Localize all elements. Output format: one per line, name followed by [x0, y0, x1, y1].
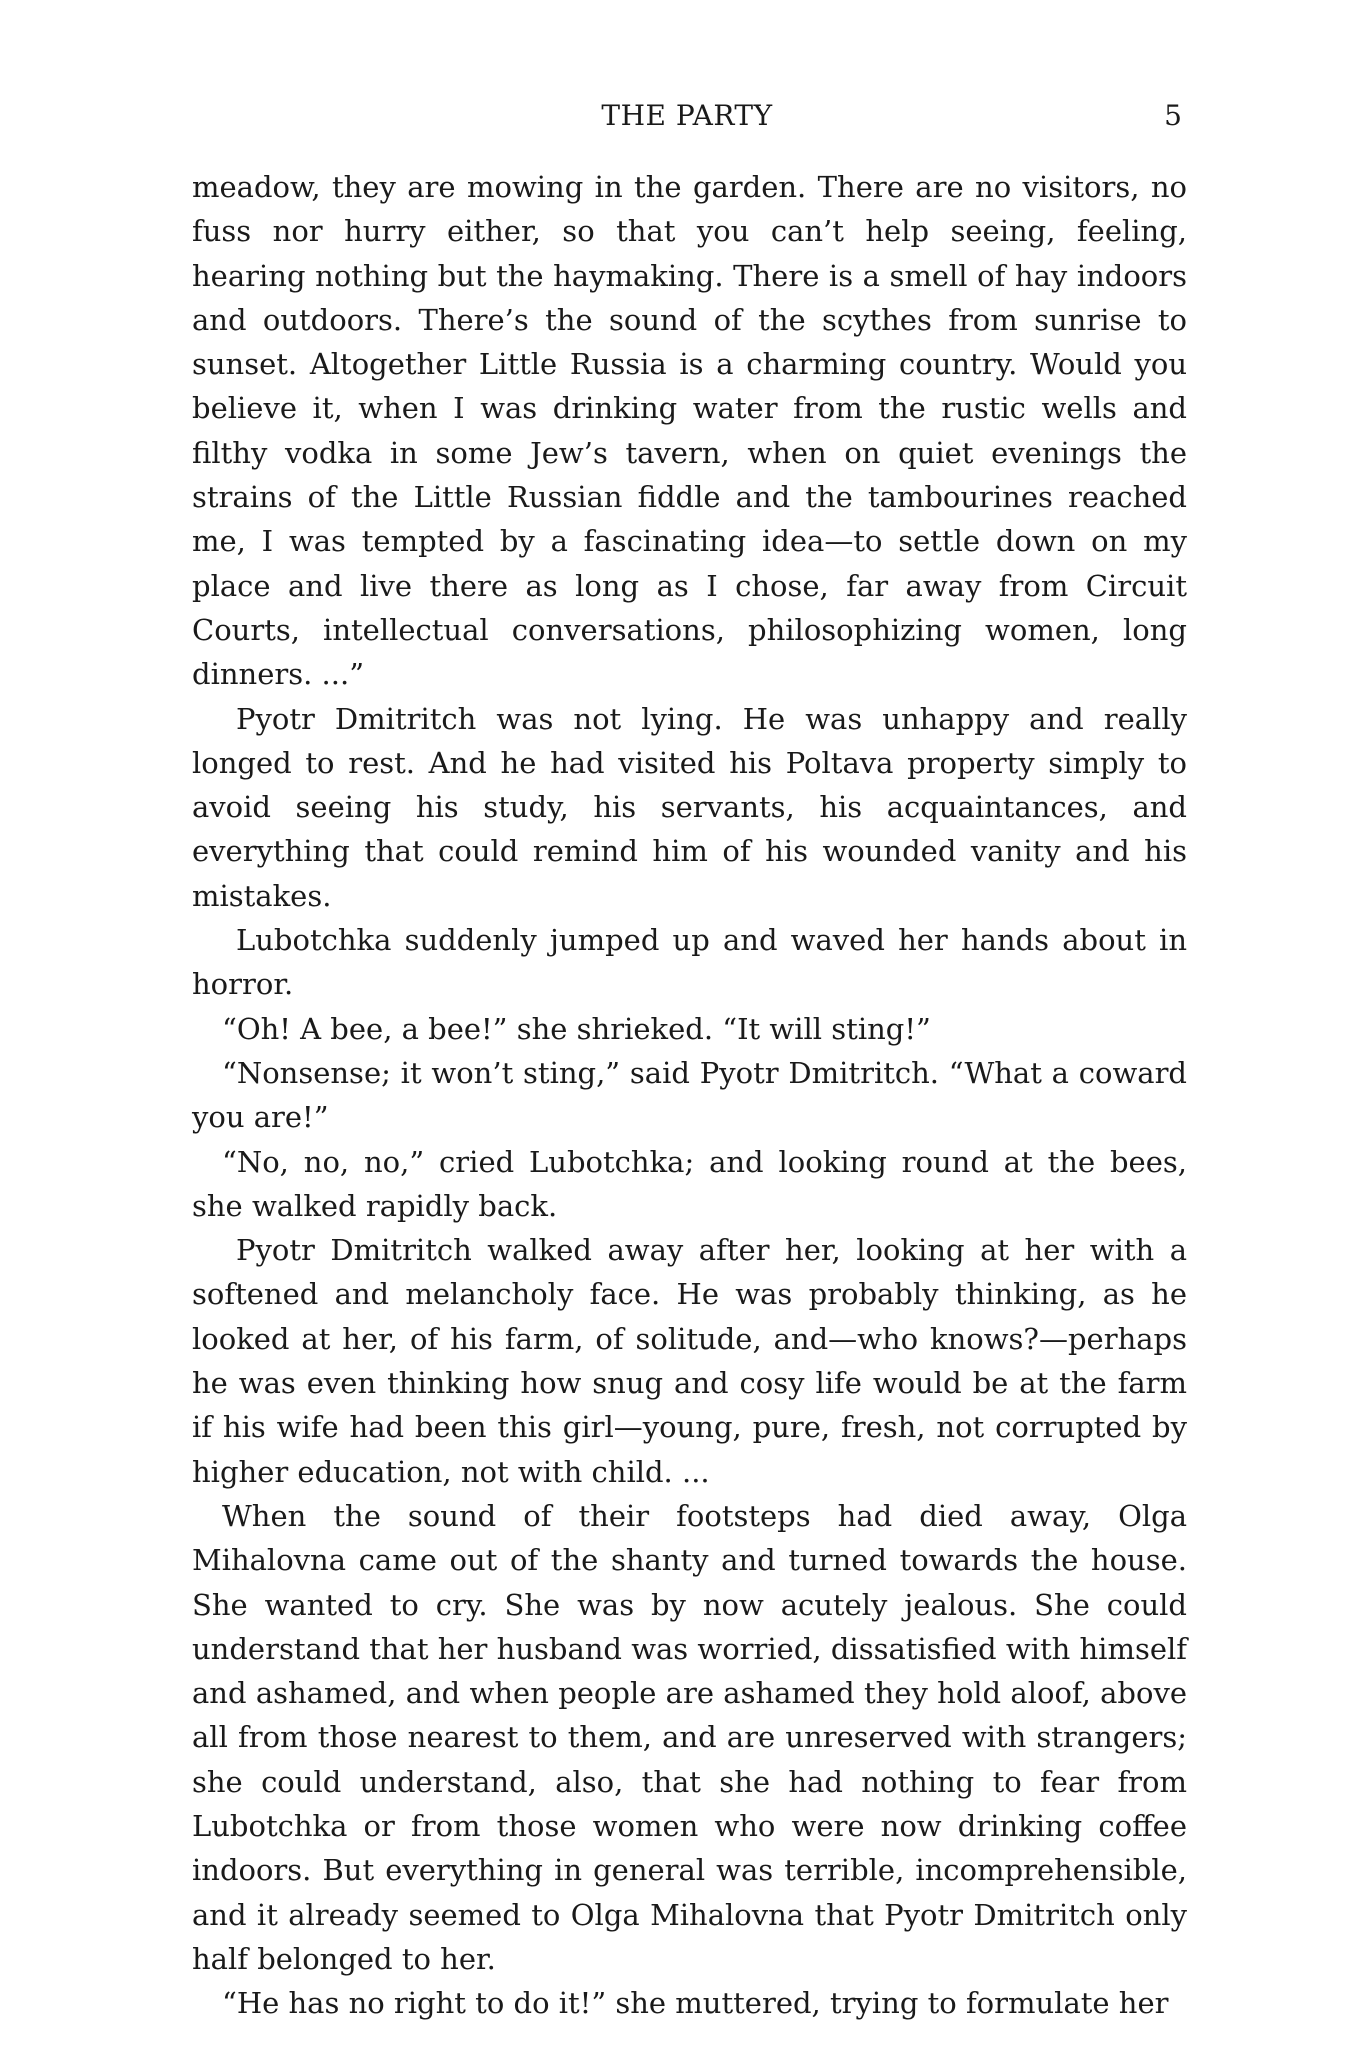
paragraph: “Oh! A bee, a bee!” she shrieked. “It will sting!”: [222, 1011, 931, 1046]
page-number: 5: [1164, 99, 1182, 132]
paragraph: meadow, they are mowing in the garden. There are no visitors, no fuss nor hurry either, so that you can’t help seeing, feeling, hearing nothing but the haymaking. There is a smell of hay indoors and outdoors. There’s the sound of the scythes from sunrise to sunset. Altogether Little Russia is a charming country. Would you believe it, when I was drinking water from the rustic wells and filthy vodka in some Jew’s tavern, when on quiet evenings the strains of the Little Russian fiddle and the tambourines reached me, I was tempted by a fascinating idea—to settle down on my place and live there as long as I chose, far away from Circuit Courts, intellectual conversations, philosophizing women, long dinners. ...”: [192, 170, 1187, 692]
body-text: [192, 165, 1187, 2025]
running-head: [192, 96, 1182, 136]
paragraph: Pyotr Dmitritch was not lying. He was unhappy and really longed to rest. And he had visited his Poltava property simply to avoid seeing his study, his servants, his acquaintances, and everything that could remind him of his wounded vanity and his mistakes.: [192, 701, 1187, 913]
paragraph: “He has no right to do it!” she muttered, trying to formulate her: [222, 1986, 1169, 2021]
paragraph: Pyotr Dmitritch walked away after her, looking at her with a softened and melancholy face. He was probably thinking, as he looked at her, of his farm, of solitude, and—who knows?—perhaps he was even thinking how snug and cosy life would be at the farm if his wife had been this girl—young, pure, fresh, not corrupted by higher education, not with child. ...: [192, 1233, 1187, 1489]
running-title: THE PARTY: [601, 99, 773, 132]
paragraph: When the sound of their footsteps had died away, Olga Mihalovna came out of the shanty and turned towards the house. She wanted to cry. She was by now acutely jealous. She could understand that her husband was worried, dissatisfied with himself and ashamed, and when people are ashamed they hold aloof, above all from those nearest to them, and are unreserved with strangers; she could understand, also, that she had nothing to fear from Lubotchka or from those women who were now drinking coffee indoors. But everything in general was terrible, incomprehensible, and it already seemed to Olga Mihalovna that Pyotr Dmitritch only half belonged to her.: [192, 1498, 1187, 1976]
paragraph: Lubotchka suddenly jumped up and waved her hands about in horror.: [192, 923, 1187, 1002]
paragraph: “Nonsense; it won’t sting,” said Pyotr Dmitritch. “What a coward you are!”: [192, 1055, 1187, 1135]
paragraph: “No, no, no,” cried Lubotchka; and looking round at the bees, she walked rapidly back.: [192, 1144, 1187, 1223]
